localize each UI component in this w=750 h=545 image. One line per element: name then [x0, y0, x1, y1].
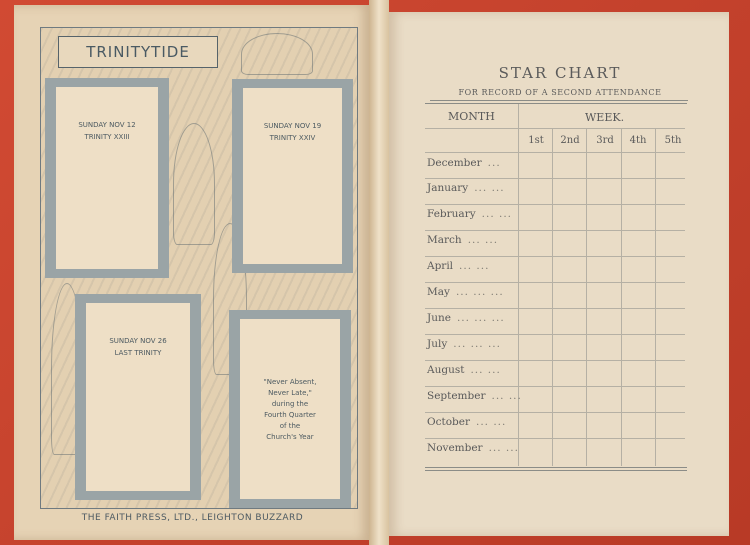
- quote-line: of the: [279, 422, 301, 430]
- grid-line: [425, 178, 685, 179]
- chart-title: STAR CHART: [498, 64, 622, 82]
- grid-line: [425, 282, 685, 283]
- month-row: [427, 286, 504, 298]
- month-label: May: [427, 286, 450, 298]
- leader-dots: ... ...: [488, 442, 519, 454]
- month-label: April: [427, 260, 454, 272]
- month-label: November: [427, 442, 483, 454]
- grid-line: [425, 360, 685, 361]
- month-label: February: [427, 208, 476, 220]
- month-row: [427, 364, 501, 376]
- month-row: [427, 260, 489, 272]
- top-rule: [430, 100, 688, 101]
- leader-dots: ...: [487, 157, 501, 169]
- month-label: July: [427, 338, 448, 350]
- grid-line: [425, 128, 685, 129]
- week-col-5: 5th: [664, 135, 682, 146]
- month-header: MONTH: [448, 110, 495, 123]
- bottom-rule: [425, 467, 687, 468]
- panel-card: [243, 88, 342, 264]
- grid-line: [425, 438, 685, 439]
- sunday-panel: [45, 78, 169, 278]
- grid-line: [425, 308, 685, 309]
- month-row: [427, 390, 522, 402]
- month-label: January: [427, 182, 469, 194]
- month-row: [427, 182, 505, 194]
- sunday-panel: [75, 294, 201, 500]
- month-row: [427, 338, 501, 350]
- quote-line: "Never Absent,: [263, 378, 317, 386]
- panel-card: [86, 303, 190, 491]
- sunday-panel: [232, 79, 353, 273]
- panel-trinity: TRINITY XXIII: [84, 133, 130, 141]
- leader-dots: ... ...: [459, 260, 490, 272]
- chart-subtitle: FOR RECORD OF A SECOND ATTENDANCE: [458, 88, 662, 97]
- leader-dots: ... ... ...: [456, 312, 505, 324]
- panel-trinity: TRINITY XXIV: [269, 134, 316, 142]
- leader-dots: ... ...: [467, 234, 499, 246]
- panel-card: [56, 87, 158, 269]
- leader-dots: ... ... ...: [455, 286, 504, 298]
- week-col-2: 2nd: [560, 135, 580, 146]
- panel-date: SUNDAY NOV 19: [263, 122, 322, 130]
- week-header: WEEK.: [585, 111, 625, 124]
- month-row: [427, 312, 505, 324]
- panel-trinity: LAST TRINITY: [114, 349, 162, 357]
- month-label: March: [427, 234, 462, 246]
- grid-line: [425, 386, 685, 387]
- quote-panel: [229, 310, 351, 508]
- quote-text: [264, 377, 317, 443]
- grid-line: [425, 152, 685, 153]
- title-banner: [58, 36, 218, 68]
- banner-title: TRINITYTIDE: [86, 43, 190, 61]
- quote-line: Fourth Quarter: [264, 411, 316, 419]
- month-row: [427, 157, 501, 169]
- angel-figure: [173, 123, 215, 245]
- month-row: [427, 416, 506, 428]
- panel-date: SUNDAY NOV 26: [109, 337, 167, 345]
- week-col-1: 1st: [528, 135, 544, 146]
- panel-text: [109, 335, 166, 359]
- bottom-rule: [425, 470, 687, 471]
- panel-text: [264, 120, 321, 144]
- month-label: June: [427, 312, 451, 324]
- week-col-3: 3rd: [596, 135, 614, 146]
- week-col-4: 4th: [629, 135, 647, 146]
- quote-line: Never Late,": [268, 389, 312, 397]
- month-label: December: [427, 157, 482, 169]
- angel-figure: [241, 33, 313, 75]
- panel-card: [240, 319, 340, 499]
- grid-line: [425, 256, 685, 257]
- quote-line: Church's Year: [266, 433, 314, 441]
- grid-line: [425, 204, 685, 205]
- book-spine: [369, 0, 389, 545]
- leader-dots: ... ...: [475, 416, 507, 428]
- month-label: August: [427, 364, 465, 376]
- grid-line: [425, 334, 685, 335]
- month-label: October: [427, 416, 470, 428]
- leader-dots: ... ... ...: [453, 338, 501, 350]
- month-row: [427, 234, 498, 246]
- month-row: [427, 208, 512, 220]
- grid-line: [425, 412, 685, 413]
- panel-text: [78, 119, 135, 143]
- leader-dots: ... ...: [491, 390, 522, 402]
- panel-date: SUNDAY NOV 12: [78, 121, 136, 129]
- leader-dots: ... ...: [481, 208, 513, 220]
- grid-line: [425, 230, 685, 231]
- leader-dots: ... ...: [470, 364, 501, 376]
- leader-dots: ... ...: [474, 182, 505, 194]
- month-row: [427, 442, 519, 454]
- month-label: September: [427, 390, 486, 402]
- publisher-imprint: THE FAITH PRESS, LTD., LEIGHTON BUZZARD: [81, 513, 304, 523]
- quote-line: during the: [271, 400, 309, 408]
